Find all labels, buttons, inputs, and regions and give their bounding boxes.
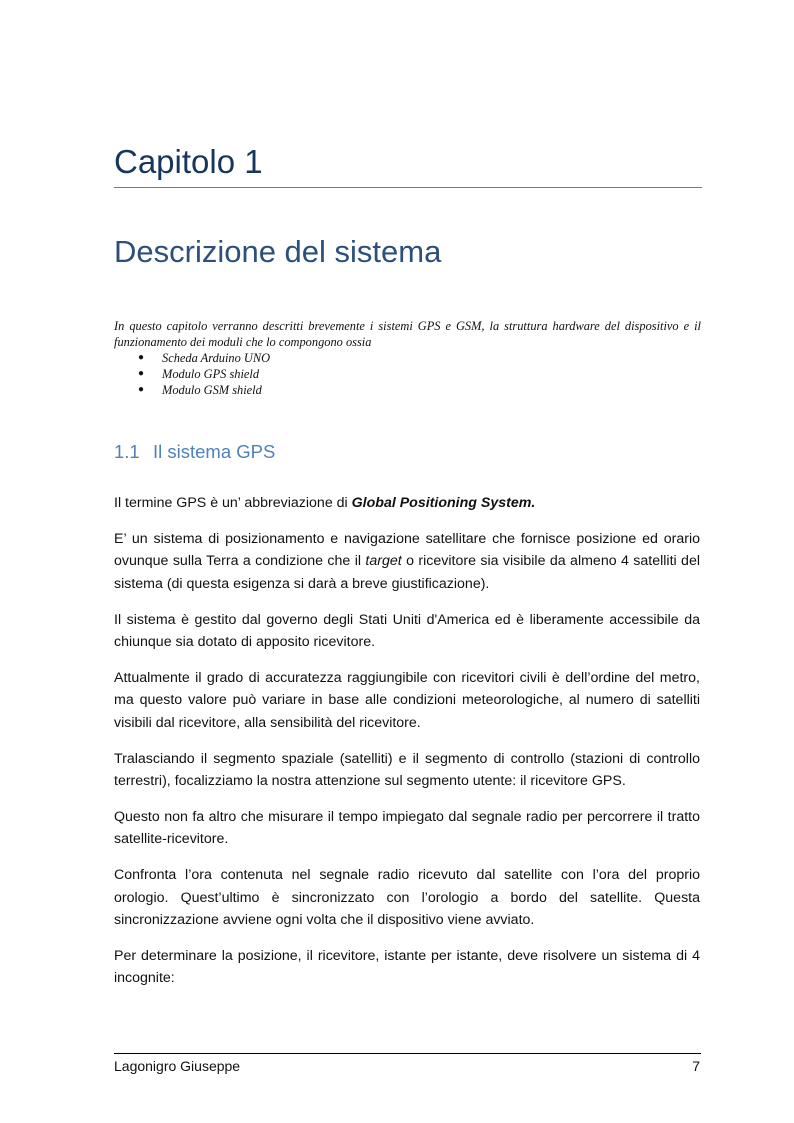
footer-author: Lagonigro Giuseppe xyxy=(114,1058,241,1074)
footer-divider xyxy=(114,1053,701,1054)
paragraph-text: E’ un sistema di posizionamento e navigazione satellitare che fornisce posizione ed orario ovunque sulla Terra a condizione che il xyxy=(114,530,700,570)
paragraph xyxy=(114,492,700,514)
paragraph: Attualmente il grado di accuratezza raggiungibile con ricevitori civili è dell’ordine del metro, ma questo valore può variare in base alle condizioni meteorologiche, al numero di satelliti visibili dal ricevitore, alla sensibilità del ricevitore. xyxy=(114,669,700,731)
bullet-icon: ● xyxy=(138,368,145,379)
bullet-text: Modulo GPS shield xyxy=(162,367,260,381)
bullet-icon: ● xyxy=(138,384,145,395)
paragraph: Confronta l’ora contenuta nel segnale radio ricevuto dal satellite con l’ora del proprio orologio. Quest’ultimo è sincronizzato con l’orologio a bordo del satellite. Questa sincronizzazione avviene ogni volta che il dispositivo viene avviato. xyxy=(114,867,700,929)
chapter-label: Capitolo 1 xyxy=(114,143,263,180)
bullet-icon: ● xyxy=(138,352,145,363)
chapter-intro xyxy=(114,318,701,398)
bullet-item xyxy=(114,350,701,366)
paragraph-text: Il termine GPS è un’ abbreviazione di xyxy=(114,495,352,511)
section-body xyxy=(114,492,700,1003)
bullet-text: Modulo GSM shield xyxy=(162,383,262,397)
section-title: Il sistema GPS xyxy=(153,441,276,462)
paragraph: Questo non fa altro che misurare il tempo impiegato dal segnale radio per percorrere il tratto satellite-ricevitore. xyxy=(114,808,700,848)
chapter-title: Descrizione del sistema xyxy=(114,234,442,269)
paragraph: Per determinare la posizione, il ricevitore, istante per istante, deve risolvere un sistema di 4 incognite: xyxy=(114,948,700,987)
intro-bullet-list xyxy=(114,350,701,398)
bullet-text: Scheda Arduino UNO xyxy=(162,351,271,365)
section-heading xyxy=(114,439,702,465)
italic-term: target xyxy=(365,553,402,570)
bullet-item xyxy=(114,382,701,398)
chapter-divider xyxy=(114,187,702,188)
paragraph xyxy=(114,528,700,595)
section-number: 1.1 xyxy=(114,441,140,462)
emphasis-text: Global Positioning System. xyxy=(351,495,536,511)
intro-text: In questo capitolo verranno descritti brevemente i sistemi GPS e GSM, la struttura hardware del dispositivo e il funzionamento dei moduli che lo compongono ossia xyxy=(114,319,701,349)
paragraph: Il sistema è gestito dal governo degli Stati Uniti d'America ed è liberamente accessibile da chiunque sia dotato di apposito ricevitore. xyxy=(114,611,700,651)
bullet-item xyxy=(114,366,701,382)
paragraph-text: o ricevitore sia visibile da almeno 4 satelliti del sistema (di questa esigenza si darà a breve giustificazione). xyxy=(114,553,700,592)
page-number: 7 xyxy=(692,1058,700,1074)
paragraph: Tralasciando il segmento spaziale (satelliti) e il segmento di controllo (stazioni di controllo terrestri), focalizziamo la nostra attenzione sul segmento utente: il ricevitore GPS. xyxy=(114,750,700,790)
